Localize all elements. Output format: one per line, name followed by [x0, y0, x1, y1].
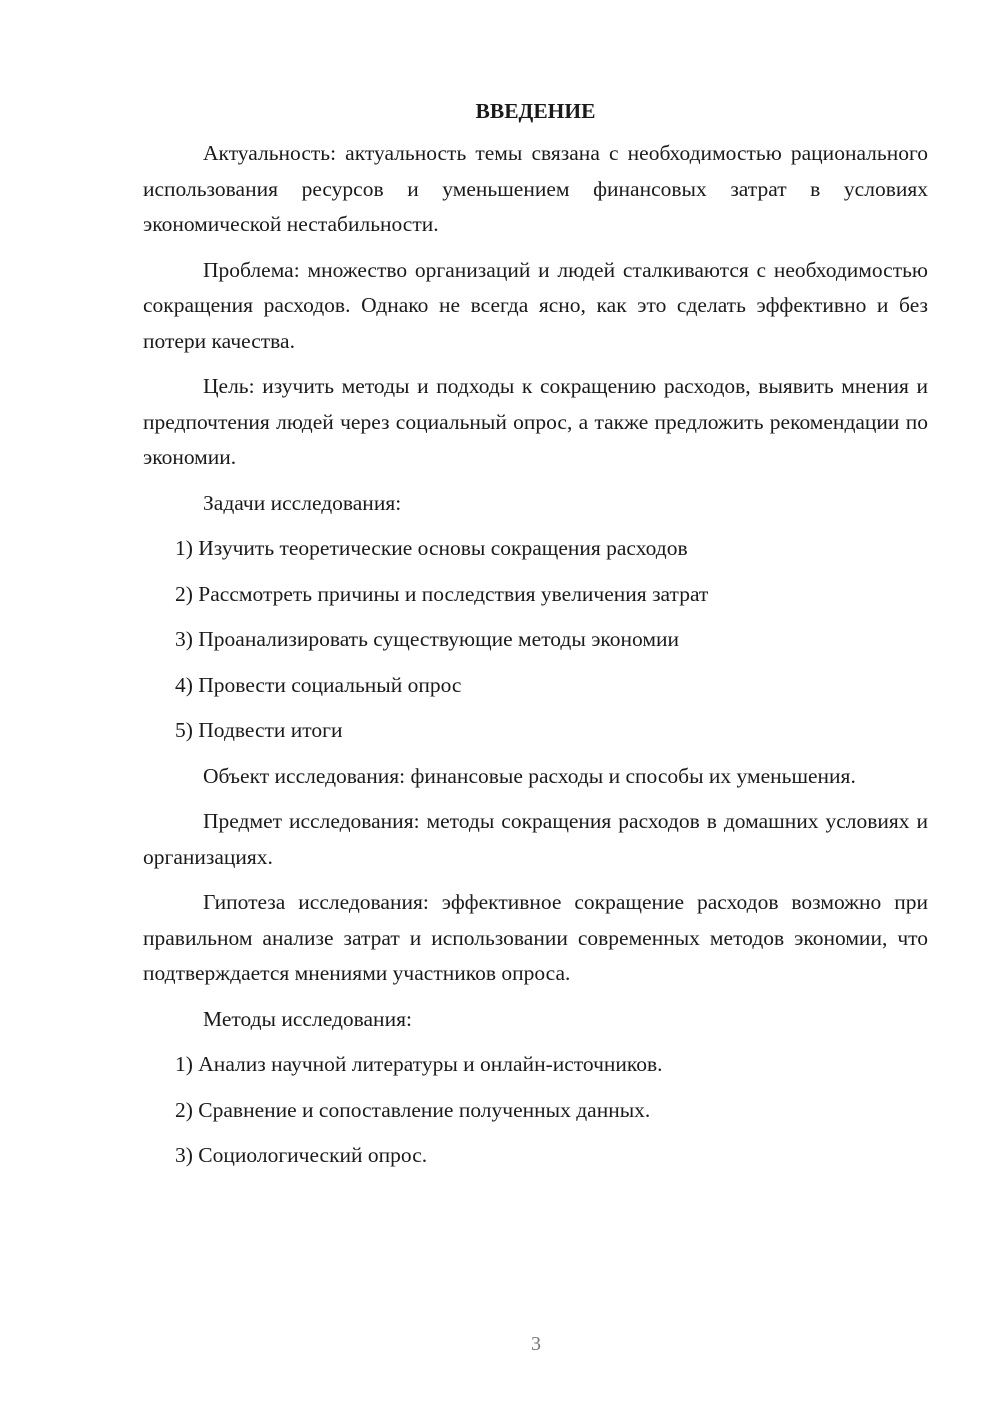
task-item-1: 1) Изучить теоретические основы сокращения расходов: [175, 536, 688, 560]
relevance-paragraph: Актуальность: актуальность темы связана с необходимостью рационального использования ресурсов и уменьшением финансовых затрат в условиях экономической нестабильности.: [143, 141, 928, 236]
tasks-heading: Задачи исследования:: [203, 490, 402, 515]
methods-heading: Методы исследования:: [203, 1006, 412, 1031]
method-item-1: 1) Анализ научной литературы и онлайн-источников.: [175, 1052, 663, 1076]
page-number: 3: [531, 1333, 541, 1355]
object-paragraph: Объект исследования: финансовые расходы и способы их уменьшения.: [203, 763, 856, 788]
problem-paragraph: Проблема: множество организаций и людей сталкиваются с необходимостью сокращения расходов. Однако не всегда ясно, как это сделать эффективно и без потери качества.: [143, 257, 928, 353]
document-page: [143, 96, 928, 1184]
method-item-3: 3) Социологический опрос.: [175, 1143, 428, 1167]
hypothesis-paragraph: Гипотеза исследования: эффективное сокращение расходов возможно при правильном анализе затрат и использовании современных методов экономии, что подтверждается мнениями участников опроса.: [143, 890, 928, 985]
task-item-4: 4) Провести социальный опрос: [175, 672, 462, 697]
page-title: ВВЕДЕНИЕ: [475, 99, 596, 123]
task-item-2: 2) Рассмотреть причины и последствия увеличения затрат: [175, 581, 709, 606]
task-item-5: 5) Подвести итоги: [175, 718, 343, 742]
subject-paragraph: Предмет исследования: методы сокращения расходов в домашних условиях и организациях.: [143, 809, 928, 869]
goal-paragraph: Цель: изучить методы и подходы к сокращению расходов, выявить мнения и предпочтения людей через социальный опрос, а также предложить рекомендации по экономии.: [143, 374, 928, 469]
method-item-2: 2) Сравнение и сопоставление полученных данных.: [175, 1097, 651, 1122]
task-item-3: 3) Проанализировать существующие методы экономии: [175, 627, 679, 651]
